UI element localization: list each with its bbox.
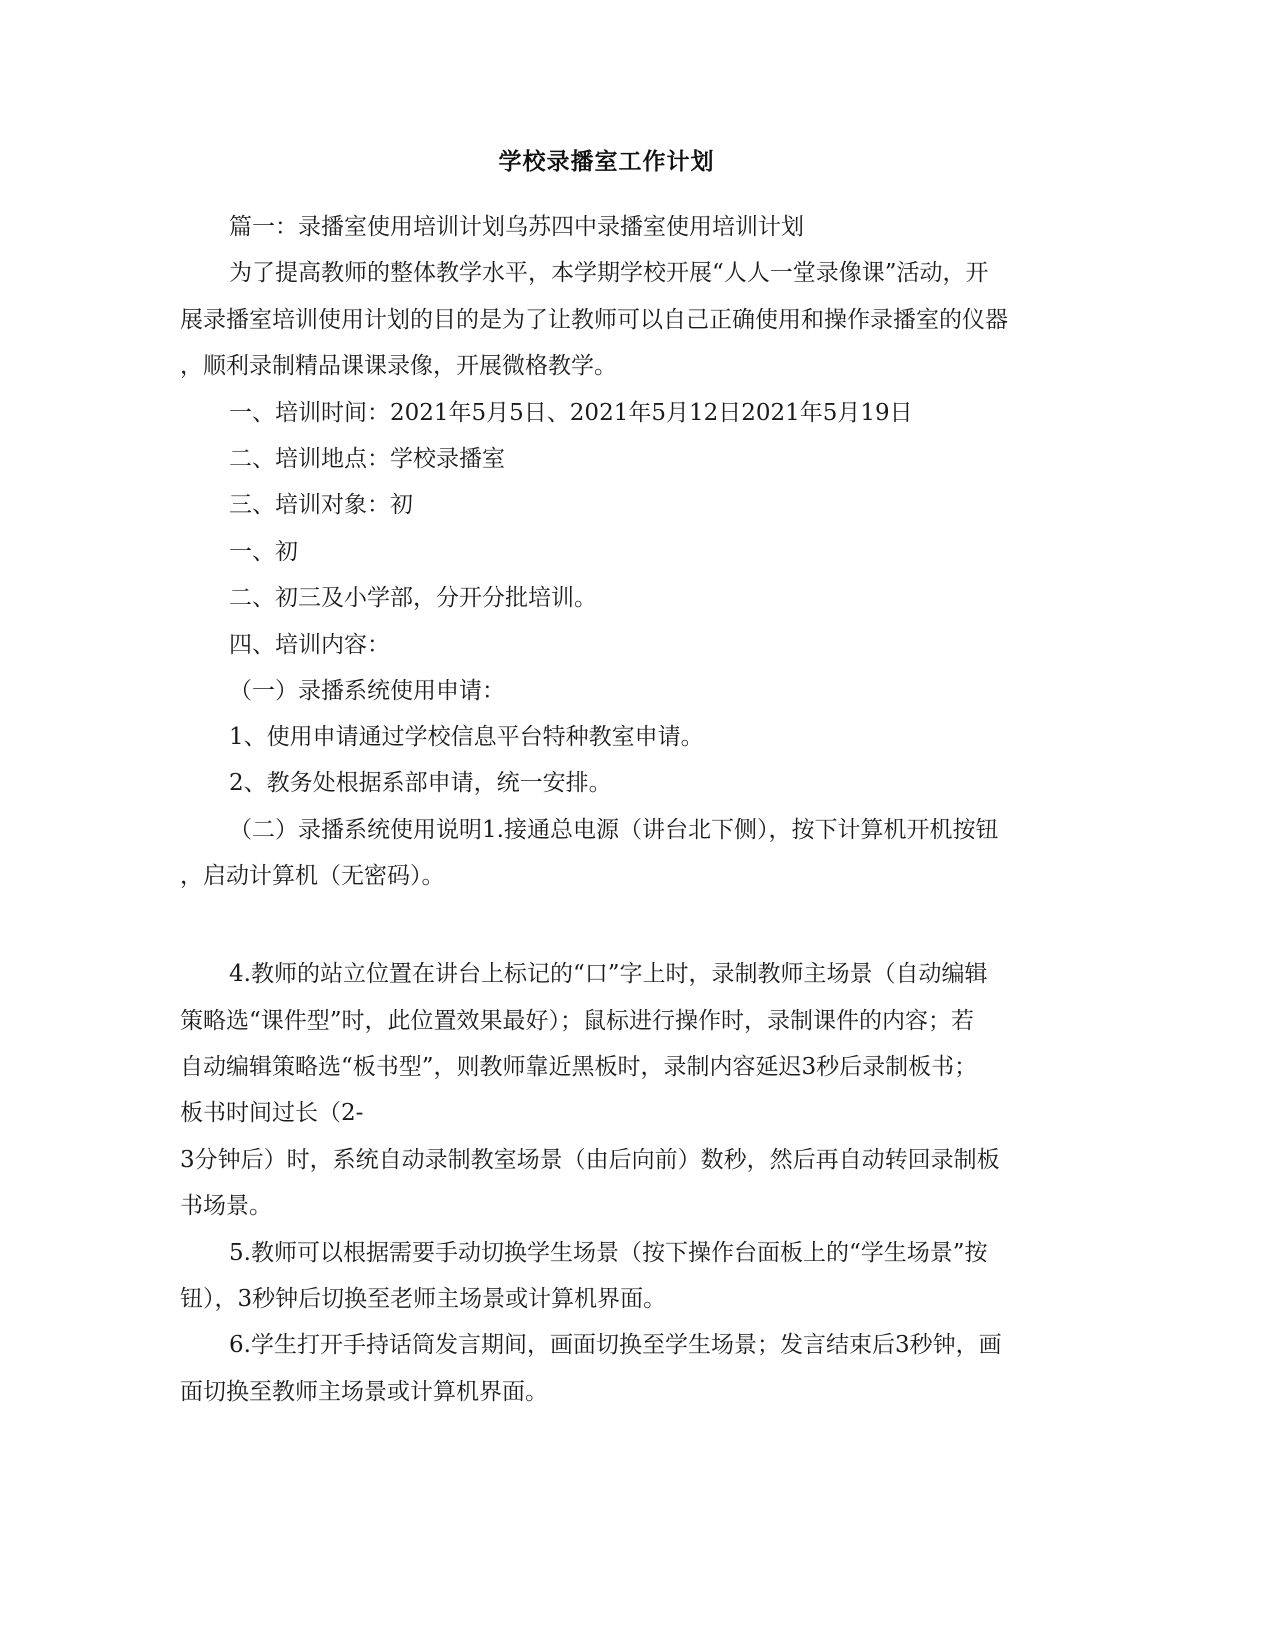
paragraph-line: 策略选“课件型”时，此位置效果最好）；鼠标进行操作时，录制课件的内容；若	[180, 1008, 975, 1034]
paragraph-line: 一、培训时间：2021年5月5日、2021年5月12日2021年5月19日	[229, 400, 913, 426]
document-title: 学校录播室工作计划	[498, 148, 715, 175]
paragraph-line: 展录播室培训使用计划的目的是为了让教师可以自己正确使用和操作录播室的仪器	[180, 307, 1008, 333]
paragraph-line: 2、教务处根据系部申请，统一安排。	[229, 770, 612, 796]
paragraph-line: 二、培训地点：学校录播室	[229, 446, 505, 472]
paragraph-line: 书场景。	[180, 1193, 272, 1219]
paragraph-line: 5.教师可以根据需要手动切换学生场景（按下操作台面板上的“学生场景”按	[229, 1240, 988, 1266]
paragraph-line: ，顺利录制精品课课录像，开展微格教学。	[180, 353, 617, 379]
paragraph-line: （二）录播系统使用说明1.接通总电源（讲台北下侧），按下计算机开机按钮	[229, 817, 999, 843]
paragraph-line: 钮），3秒钟后切换至老师主场景或计算机界面。	[180, 1286, 667, 1312]
paragraph-line: 6.学生打开手持话筒发言期间，画面切换至学生场景；发言结束后3秒钟，画	[229, 1332, 1002, 1358]
paragraph-line: 板书时间过长（2-	[180, 1100, 364, 1126]
paragraph-line: 自动编辑策略选“板书型”，则教师靠近黑板时，录制内容延迟3秒后录制板书；	[180, 1054, 978, 1080]
paragraph-line: 4.教师的站立位置在讲台上标记的“口”字上时，录制教师主场景（自动编辑	[229, 961, 988, 987]
paragraph-line: 四、培训内容：	[229, 632, 390, 658]
paragraph-line: 1、使用申请通过学校信息平台特种教室申请。	[229, 724, 704, 750]
paragraph-line: 为了提高教师的整体教学水平，本学期学校开展“人人一堂录像课”活动，开	[229, 260, 989, 286]
paragraph-line: 面切换至教师主场景或计算机界面。	[180, 1379, 548, 1405]
paragraph-line: 一、初	[229, 539, 298, 565]
paragraph-line: 篇一：录播室使用培训计划乌苏四中录播室使用培训计划	[229, 214, 804, 240]
paragraph-line: ，启动计算机（无密码）。	[180, 863, 445, 889]
paragraph-line: 3分钟后）时，系统自动录制教室场景（由后向前）数秒，然后再自动转回录制板	[180, 1147, 1000, 1173]
paragraph-line: （一）录播系统使用申请：	[229, 678, 505, 704]
paragraph-line: 三、培训对象：初	[229, 492, 413, 518]
paragraph-line: 二、初三及小学部，分开分批培训。	[229, 585, 597, 611]
